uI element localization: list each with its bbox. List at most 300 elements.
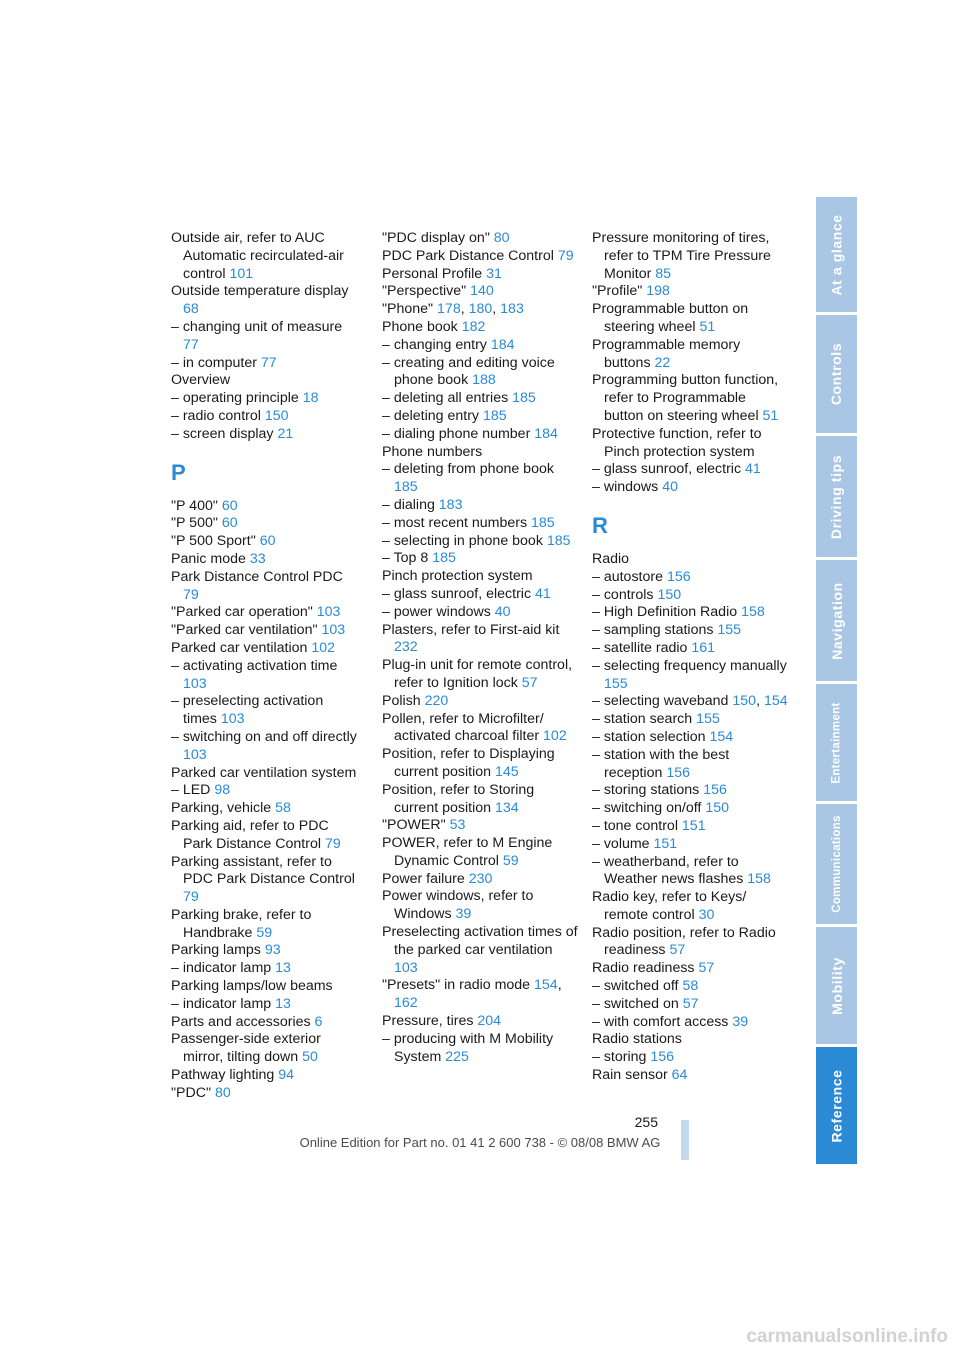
index-entry	[382, 835, 578, 871]
index-entry	[171, 800, 361, 818]
page-reference-link[interactable]: 60	[221, 497, 238, 514]
index-entry	[171, 960, 361, 978]
index-letter-heading: P	[171, 459, 186, 485]
index-column-1	[171, 230, 361, 1103]
index-entry	[592, 551, 788, 569]
index-entry-text: Phone numbers	[382, 443, 483, 460]
page-reference-link[interactable]: 103	[321, 622, 346, 639]
sidebar-tab-label: Communications	[830, 815, 843, 913]
index-entry-text: Parking lamps	[171, 942, 265, 959]
index-entry-text: – Top 8	[382, 550, 433, 567]
page-reference-link[interactable]: 150	[657, 586, 682, 603]
index-entry-text: – switched on	[592, 995, 683, 1012]
page-reference-link[interactable]: 156	[650, 1049, 675, 1066]
page-reference-link[interactable]: 98	[214, 782, 231, 799]
index-entry	[592, 747, 788, 783]
index-entry-text: Radio stations	[592, 1031, 682, 1048]
sidebar-tab-entertainment[interactable]	[816, 684, 857, 801]
index-entry	[382, 319, 578, 337]
index-entry	[382, 888, 578, 924]
page-reference-link[interactable]: 102	[543, 728, 567, 745]
page-reference-link[interactable]: 59	[502, 852, 519, 869]
index-entry	[592, 230, 788, 283]
index-entry	[592, 1067, 788, 1085]
page-reference-link[interactable]: 39	[455, 906, 472, 923]
page-reference-link[interactable]: 94	[278, 1067, 295, 1084]
index-entry-text: Outside air, refer to AUC Automatic recirculated-air control	[171, 230, 344, 282]
index-entry-text: – switching on and off directly	[171, 728, 357, 745]
index-entry	[171, 818, 361, 854]
index-entry	[382, 283, 578, 301]
index-entry	[592, 836, 788, 854]
index-column-2	[382, 230, 578, 1066]
page-reference-link[interactable]: 178	[437, 301, 461, 318]
index-entry-text: Polish	[382, 692, 425, 709]
page-reference-link[interactable]: 40	[494, 603, 511, 620]
index-entry	[171, 693, 361, 729]
page-reference-link[interactable]: 185	[482, 407, 507, 424]
sidebar-tab-controls[interactable]	[816, 315, 857, 433]
index-entry-text: – deleting entry	[382, 407, 483, 424]
index-entry-text: – dialing phone number	[382, 425, 535, 442]
index-entry	[592, 1014, 788, 1032]
index-entry	[171, 1085, 361, 1103]
page-reference-link[interactable]: 183	[500, 301, 524, 318]
index-entry-text: "P 400"	[171, 497, 222, 514]
page-reference-link[interactable]: 22	[654, 354, 671, 371]
index-entry	[171, 515, 361, 533]
page-reference-link[interactable]: 60	[259, 533, 276, 550]
page-reference-link[interactable]: 230	[468, 870, 493, 887]
index-entry-text: – autostore	[592, 568, 667, 585]
index-entry-text: – controls	[592, 586, 658, 603]
sidebar-tab-navigation[interactable]	[816, 560, 857, 681]
page-reference-link[interactable]: 150	[264, 407, 289, 424]
sidebar-tab-communications[interactable]	[816, 804, 857, 924]
index-entry-text: – screen display	[171, 425, 278, 442]
index-entry	[592, 479, 788, 497]
index-entry	[592, 283, 788, 301]
page-reference-link[interactable]: 57	[682, 995, 699, 1012]
index-entry-text: "Parked car ventilation"	[171, 622, 322, 639]
page-reference-link[interactable]: 57	[669, 942, 686, 959]
page-reference-link[interactable]: 155	[696, 711, 720, 728]
index-entry-text: – station with the best reception	[592, 746, 730, 781]
index-entry-text: – storing	[592, 1049, 651, 1066]
index-entry-text: – selecting in phone book	[382, 532, 547, 549]
index-entry-text: Park Distance Control PDC	[171, 568, 343, 585]
index-entry-text: "P 500"	[171, 515, 222, 532]
index-entry	[171, 996, 361, 1014]
index-entry-text: – deleting from phone book	[382, 461, 554, 478]
index-entry-text: Pressure, tires	[382, 1013, 478, 1030]
sidebar-tab-label: Mobility	[828, 956, 845, 1015]
index-entry	[171, 1031, 361, 1067]
index-entry-text: – tone control	[592, 817, 682, 834]
page-reference-link[interactable]: 51	[762, 407, 779, 424]
index-entry-text: Programmable button on steering wheel	[592, 301, 749, 335]
index-entry	[171, 230, 361, 283]
index-entry-text: – creating and editing voice phone book	[382, 354, 555, 389]
index-entry	[382, 550, 578, 568]
page-reference-link[interactable]: 50	[302, 1049, 318, 1066]
index-entry	[171, 408, 361, 426]
index-entry	[592, 960, 788, 978]
index-entry-text: Plug-in unit for remote control, refer to Ignition lock	[382, 657, 573, 691]
footer-edition-note: Online Edition for Part no. 01 41 2 600 738 - © 08/08 BMW AG	[299, 1135, 661, 1150]
index-entry	[382, 604, 578, 622]
page-reference-link[interactable]: 103	[183, 746, 207, 763]
index-entry-text: Pinch protection system	[382, 568, 533, 585]
index-entry	[592, 604, 788, 622]
index-letter-heading: R	[592, 512, 608, 538]
page-reference-link[interactable]: 33	[249, 550, 266, 567]
index-entry-text: – selecting waveband	[592, 693, 733, 710]
index-entry-text: "P 500 Sport"	[171, 533, 260, 550]
index-entry-text: Radio readiness	[592, 960, 699, 977]
index-entry-text: – activating activation time	[171, 657, 338, 674]
page-reference-link[interactable]: 31	[486, 265, 502, 282]
index-entry	[592, 587, 788, 605]
page-reference-link[interactable]: 182	[461, 318, 486, 335]
index-entry-text: Radio key, refer to Keys/ remote control	[592, 889, 747, 923]
index-entry-text: Panic mode	[171, 550, 250, 567]
index-entry	[171, 782, 361, 800]
page-reference-link[interactable]: 185	[531, 514, 555, 531]
index-entry	[592, 1031, 788, 1049]
index-entry	[382, 817, 578, 835]
page-reference-link[interactable]: 77	[183, 336, 199, 353]
index-entry	[171, 765, 361, 783]
page-reference-link[interactable]: 59	[256, 924, 273, 941]
index-entry-text: – most recent numbers	[382, 514, 532, 531]
index-entry-text: Radio	[592, 550, 630, 567]
page-reference-link[interactable]: 151	[653, 835, 678, 852]
index-entry-text: – LED	[171, 782, 215, 799]
index-entry-text: Personal Profile	[382, 265, 487, 282]
page-reference-link[interactable]: 220	[424, 692, 449, 709]
index-entry-text: Power windows, refer to Windows	[382, 888, 534, 923]
index-entry	[171, 942, 361, 960]
index-entry-text: Parking assistant, refer to PDC Park Distance Control	[171, 853, 355, 888]
index-entry	[382, 924, 578, 977]
index-entry	[171, 551, 361, 569]
index-entry	[382, 586, 578, 604]
index-entry-text: – operating principle	[171, 390, 303, 407]
index-entry-text: – High Definition Radio	[592, 604, 742, 621]
page-reference-link[interactable]: 183	[438, 496, 463, 513]
index-entry-text: "Perspective"	[382, 283, 471, 300]
index-entry-text: Position, refer to Displaying current position	[382, 746, 555, 780]
sidebar-tab-label: Reference	[828, 1068, 845, 1143]
page-reference-link[interactable]: 151	[681, 817, 706, 834]
index-entry	[592, 782, 788, 800]
index-entry	[382, 426, 578, 444]
index-entry-text: "PDC"	[171, 1084, 215, 1101]
page-reference-link[interactable]: 57	[521, 674, 538, 691]
index-entry	[382, 1031, 578, 1067]
index-entry-text: Parking, vehicle	[171, 800, 276, 817]
index-entry	[382, 497, 578, 515]
section-sidebar	[816, 197, 857, 1167]
page-reference-link[interactable]: 158	[747, 871, 771, 888]
index-entry-text: – with comfort access	[592, 1013, 733, 1030]
index-entry	[382, 693, 578, 711]
index-entry	[592, 711, 788, 729]
page-reference-link[interactable]: 103	[183, 675, 207, 692]
page-reference-link[interactable]: 13	[275, 995, 291, 1012]
page-reference-link[interactable]: 30	[698, 906, 715, 923]
index-entry	[171, 283, 361, 319]
index-entry	[171, 498, 361, 516]
index-entry	[171, 729, 361, 765]
page-reference-link[interactable]: 188	[472, 372, 496, 389]
page-reference-link[interactable]: 80	[214, 1084, 231, 1101]
index-entry-text: – switching on/off	[592, 800, 706, 817]
page-reference-link[interactable]: 58	[275, 800, 291, 817]
page-reference-link[interactable]: 41	[744, 461, 761, 478]
index-entry-text: "PDC display on"	[382, 230, 494, 246]
page-reference-link[interactable]: 145	[494, 763, 519, 780]
index-entry-text: – station selection	[592, 728, 710, 745]
page-reference-link[interactable]: 154	[763, 693, 788, 710]
page-reference-link[interactable]: 154	[709, 728, 734, 745]
page-reference-link[interactable]: 39	[732, 1013, 749, 1030]
index-entry-text: Parking aid, refer to PDC Park Distance Control	[171, 817, 329, 852]
index-entry	[592, 729, 788, 747]
index-entry-text: POWER, refer to M Engine Dynamic Control	[382, 835, 553, 869]
page-reference-link[interactable]: 58	[682, 978, 699, 995]
page-reference-link[interactable]: 155	[604, 675, 628, 692]
index-entry	[171, 604, 361, 622]
index-entry	[382, 230, 578, 248]
page-reference-link[interactable]: 13	[275, 960, 291, 977]
index-entry-text: "Parked car operation"	[171, 604, 317, 621]
index-entry-text: Programming button function, refer to Programmable button on steering wheel	[592, 372, 779, 424]
index-entry-text: – in computer	[171, 354, 261, 371]
page-reference-link[interactable]: 18	[302, 390, 319, 407]
page-reference-link[interactable]: 103	[316, 604, 341, 621]
index-entry	[171, 640, 361, 658]
page-reference-link[interactable]: 21	[277, 425, 294, 442]
index-entry-text: Position, refer to Storing current position	[382, 781, 535, 816]
page-reference-link[interactable]: 185	[394, 479, 418, 496]
index-entry-text: Parked car ventilation system	[171, 764, 357, 781]
index-entry	[171, 854, 361, 907]
page-reference-link[interactable]: 77	[260, 354, 277, 371]
index-entry	[382, 871, 578, 889]
page-reference-link[interactable]: 41	[534, 585, 551, 602]
index-entry-text: Rain sensor	[592, 1067, 672, 1084]
index-entry-text: PDC Park Distance Control	[382, 247, 558, 264]
index-entry	[592, 461, 788, 479]
index-entry-text: – glass sunroof, electric	[592, 461, 745, 478]
page-reference-link[interactable]: 156	[703, 782, 727, 799]
page-reference-link[interactable]: 68	[183, 301, 199, 318]
index-entry-text: – radio control	[171, 407, 265, 424]
index-entry	[171, 533, 361, 551]
page-reference-link[interactable]: 225	[445, 1048, 469, 1065]
index-entry-text: "POWER"	[382, 817, 450, 834]
index-entry-text: – indicator lamp	[171, 995, 276, 1012]
sidebar-tab-at-a-glance[interactable]	[816, 197, 857, 312]
page-reference-link[interactable]: 85	[655, 265, 672, 282]
index-entry	[592, 925, 788, 961]
page-reference-link[interactable]: 79	[183, 586, 199, 603]
index-entry	[171, 569, 361, 605]
page-reference-link[interactable]: 232	[394, 639, 418, 656]
page-reference-link[interactable]: 60	[221, 515, 238, 532]
index-entry	[592, 854, 788, 890]
index-entry-text: – indicator lamp	[171, 960, 276, 977]
index-entry-text: "Phone"	[382, 301, 438, 318]
index-entry	[382, 782, 578, 818]
index-entry	[592, 372, 788, 425]
page-reference-link[interactable]: 185	[546, 532, 571, 549]
page-reference-link[interactable]: 40	[662, 479, 678, 496]
page-reference-link[interactable]: 180	[468, 301, 493, 318]
index-entry-text: – weatherband, refer to Weather news flashes	[592, 853, 748, 888]
index-entry-text: – storing stations	[592, 782, 704, 799]
page-reference-link[interactable]: 185	[512, 390, 536, 407]
index-entry	[592, 818, 788, 836]
index-entry	[592, 800, 788, 818]
page-number: 255	[634, 1114, 658, 1130]
index-entry	[382, 746, 578, 782]
index-entry	[592, 622, 788, 640]
index-entry	[171, 978, 361, 996]
page-reference-link[interactable]: 140	[470, 283, 494, 300]
index-entry	[382, 533, 578, 551]
page-reference-link[interactable]: 198	[646, 283, 670, 300]
page-reference-link[interactable]: 150	[705, 800, 729, 817]
index-entry	[382, 408, 578, 426]
index-entry-text: Plasters, refer to First-aid kit	[382, 621, 560, 638]
page-reference-link[interactable]: 57	[698, 960, 715, 977]
page-reference-link[interactable]: 158	[741, 604, 765, 621]
index-entry	[382, 711, 578, 747]
page-reference-link[interactable]: 204	[477, 1013, 502, 1030]
index-entry	[382, 337, 578, 355]
index-entry: "Phone" 178, 180, 183	[382, 301, 524, 318]
index-column-3	[592, 230, 788, 1085]
page-reference-link[interactable]: 51	[699, 318, 716, 335]
sidebar-tab-label: Controls	[828, 342, 845, 406]
index-entry-text: Overview	[171, 372, 231, 389]
index-entry	[592, 1049, 788, 1067]
index-entry-text: Programmable memory buttons	[592, 336, 741, 371]
index-entry-text: Parts and accessories	[171, 1013, 315, 1030]
page-reference-link[interactable]: 184	[534, 425, 558, 442]
index-entry	[171, 390, 361, 408]
index-entry	[382, 515, 578, 533]
page-reference-link[interactable]: 101	[229, 265, 254, 282]
index-entry	[592, 889, 788, 925]
index-entry-text: Power failure	[382, 870, 469, 887]
page-reference-link[interactable]: 103	[394, 959, 418, 976]
page-reference-link[interactable]: 79	[183, 889, 199, 906]
index-entry	[171, 1067, 361, 1085]
page-reference-link[interactable]: 6	[314, 1013, 323, 1030]
page-reference-link[interactable]: 64	[671, 1067, 688, 1084]
page-reference-link[interactable]: 150	[732, 693, 757, 710]
page-reference-link[interactable]: 161	[691, 639, 716, 656]
index-entry	[171, 1014, 361, 1032]
sidebar-tab-mobility[interactable]	[816, 927, 857, 1044]
index-entry	[592, 978, 788, 996]
page-reference-link[interactable]: 134	[494, 799, 519, 816]
index-entry-text: Phone book	[382, 318, 462, 335]
index-entry-text: Passenger-side exterior mirror, tilting down	[171, 1031, 321, 1066]
index-entry	[382, 461, 578, 497]
index-entry-text: – volume	[592, 835, 654, 852]
page-reference-link[interactable]: 53	[449, 817, 466, 834]
sidebar-tab-label: Entertainment	[830, 701, 843, 784]
index-entry	[592, 658, 788, 694]
page-reference-link[interactable]: 79	[324, 835, 341, 852]
sidebar-tab-label: At a glance	[828, 213, 845, 296]
index-entry	[592, 569, 788, 587]
index-entry	[592, 337, 788, 373]
page-reference-link[interactable]: 154	[534, 977, 558, 994]
index-entry: – selecting waveband 150, 154	[592, 693, 788, 710]
index-entry	[592, 640, 788, 658]
index-entry	[171, 907, 361, 943]
index-entry-text: – windows	[592, 479, 663, 496]
page-reference-link[interactable]: 156	[666, 764, 690, 781]
index-entry	[382, 657, 578, 693]
index-entry-text: Pathway lighting	[171, 1067, 279, 1084]
index-entry-text: – dialing	[382, 496, 439, 513]
page-reference-link[interactable]: 79	[557, 247, 574, 264]
index-entry	[382, 355, 578, 391]
index-entry-text: Pressure monitoring of tires, refer to TPM Tire Pressure Monitor	[592, 230, 771, 282]
index-entry	[382, 568, 578, 586]
index-entry-text: "Presets" in radio mode	[382, 977, 535, 994]
index-entry	[592, 301, 788, 337]
index-entry-text: – changing unit of measure	[171, 318, 343, 335]
index-entry	[382, 248, 578, 266]
page-reference-link[interactable]: 162	[394, 995, 418, 1012]
index-entry-text: Radio position, refer to Radio readiness	[592, 924, 776, 959]
page-reference-link[interactable]: 103	[220, 711, 245, 728]
index-entry-text: – station search	[592, 711, 697, 728]
index-entry-text: – selecting frequency manually	[592, 657, 787, 674]
page-reference-link[interactable]: 80	[493, 230, 510, 246]
index-entry	[382, 266, 578, 284]
page-reference-link[interactable]: 156	[666, 568, 691, 585]
index-entry	[171, 355, 361, 373]
index-entry	[171, 372, 361, 390]
index-entry	[171, 426, 361, 444]
index-entry-text: Protective function, refer to Pinch protection system	[592, 425, 762, 460]
index-entry	[382, 444, 578, 462]
index-entry-text: Outside temperature display	[171, 283, 349, 300]
page-reference-link[interactable]: 155	[717, 622, 742, 639]
index-entry: "Presets" in radio mode 154, 162	[382, 977, 562, 1012]
index-entry-text: – preselecting activation times	[171, 693, 324, 728]
sidebar-tab-label: Navigation	[828, 581, 845, 660]
page-reference-link[interactable]: 102	[311, 639, 336, 656]
page-reference-link[interactable]: 185	[432, 550, 456, 567]
page-reference-link[interactable]: 184	[490, 336, 515, 353]
sidebar-tab-driving-tips[interactable]	[816, 436, 857, 557]
index-entry	[592, 996, 788, 1014]
page-reference-link[interactable]: 93	[264, 942, 281, 959]
index-entry	[592, 426, 788, 462]
index-entry-text: "Profile"	[592, 283, 647, 300]
index-entry-text: – changing entry	[382, 336, 491, 353]
